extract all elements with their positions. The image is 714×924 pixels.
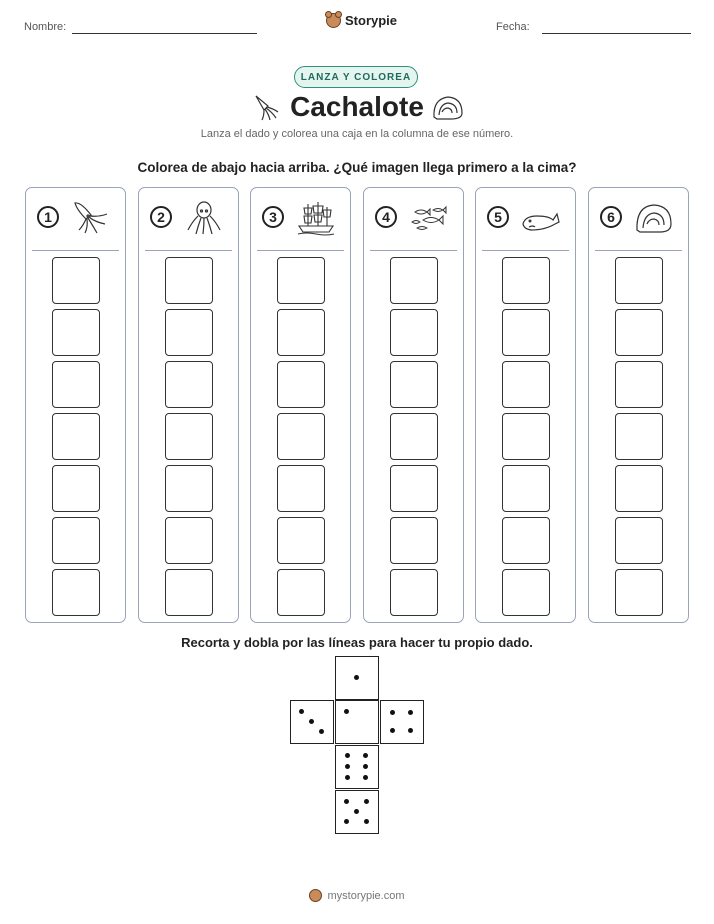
dice-face-1 <box>335 656 379 700</box>
color-box[interactable] <box>52 517 100 564</box>
color-box[interactable] <box>390 465 438 512</box>
squid-icon <box>71 200 111 236</box>
column-1 <box>25 187 126 623</box>
name-line[interactable] <box>72 33 257 34</box>
color-box[interactable] <box>615 569 663 616</box>
dice-net <box>290 656 424 834</box>
color-box[interactable] <box>615 413 663 460</box>
dice-face-6 <box>335 745 379 789</box>
date-line[interactable] <box>542 33 691 34</box>
footer <box>0 889 714 902</box>
ship-icon <box>296 200 336 236</box>
color-box[interactable] <box>52 413 100 460</box>
column-number: 1 <box>37 206 59 228</box>
color-box[interactable] <box>615 361 663 408</box>
color-box[interactable] <box>52 465 100 512</box>
color-box[interactable] <box>390 517 438 564</box>
color-box[interactable] <box>502 465 550 512</box>
octopus-icon <box>184 200 224 236</box>
color-box[interactable] <box>390 569 438 616</box>
column-number: 5 <box>487 206 509 228</box>
column-number: 4 <box>375 206 397 228</box>
date-label: Fecha: <box>496 21 530 33</box>
color-box[interactable] <box>52 361 100 408</box>
whale-icon <box>521 200 561 236</box>
brand-name: Storypie <box>345 13 398 28</box>
color-box[interactable] <box>165 257 213 304</box>
dice-face-5 <box>335 790 379 834</box>
color-box[interactable] <box>52 569 100 616</box>
column-3 <box>250 187 351 623</box>
instruction: Colorea de abajo hacia arriba. ¿Qué imagen llega primero a la cima? <box>137 160 577 175</box>
column-number: 2 <box>150 206 172 228</box>
ambergris-title-icon <box>431 93 465 121</box>
color-box[interactable] <box>165 517 213 564</box>
color-box[interactable] <box>390 309 438 356</box>
color-box[interactable] <box>165 569 213 616</box>
column-2 <box>138 187 239 623</box>
bear-logo-icon <box>326 13 341 28</box>
color-box[interactable] <box>502 309 550 356</box>
color-box[interactable] <box>52 309 100 356</box>
color-box[interactable] <box>390 257 438 304</box>
color-box[interactable] <box>615 465 663 512</box>
color-box[interactable] <box>165 361 213 408</box>
color-box[interactable] <box>502 361 550 408</box>
column-5 <box>475 187 576 623</box>
dice-face-4 <box>380 700 424 744</box>
bear-footer-icon <box>309 889 322 902</box>
activity-badge: LANZA Y COLOREA <box>294 66 418 88</box>
color-box[interactable] <box>165 309 213 356</box>
color-box[interactable] <box>277 309 325 356</box>
storypie-logo <box>326 13 397 28</box>
color-box[interactable] <box>52 257 100 304</box>
color-box[interactable] <box>165 413 213 460</box>
color-box[interactable] <box>277 569 325 616</box>
footer-url: mystorypie.com <box>327 889 405 902</box>
dice-face-3 <box>290 700 334 744</box>
dice-face-1-center <box>335 700 379 744</box>
page-title: Cachalote <box>290 91 424 122</box>
color-box[interactable] <box>277 413 325 460</box>
color-box[interactable] <box>277 361 325 408</box>
color-box[interactable] <box>502 569 550 616</box>
color-box[interactable] <box>277 465 325 512</box>
ambergris-icon <box>634 200 674 236</box>
color-box[interactable] <box>390 413 438 460</box>
column-4 <box>363 187 464 623</box>
color-box[interactable] <box>277 517 325 564</box>
color-box[interactable] <box>502 257 550 304</box>
color-box[interactable] <box>165 465 213 512</box>
column-number: 3 <box>262 206 284 228</box>
name-label: Nombre: <box>24 21 67 33</box>
color-box[interactable] <box>277 257 325 304</box>
color-box[interactable] <box>502 517 550 564</box>
color-box[interactable] <box>615 309 663 356</box>
color-box[interactable] <box>390 361 438 408</box>
color-box[interactable] <box>615 257 663 304</box>
fish-school-icon <box>409 200 449 236</box>
cut-instruction: Recorta y dobla por las líneas para hacer tu propio dado. <box>181 635 533 650</box>
column-6 <box>588 187 689 623</box>
subtitle: Lanza el dado y colorea una caja en la columna de ese número. <box>200 128 514 140</box>
column-number: 6 <box>600 206 622 228</box>
color-box[interactable] <box>502 413 550 460</box>
color-box[interactable] <box>615 517 663 564</box>
